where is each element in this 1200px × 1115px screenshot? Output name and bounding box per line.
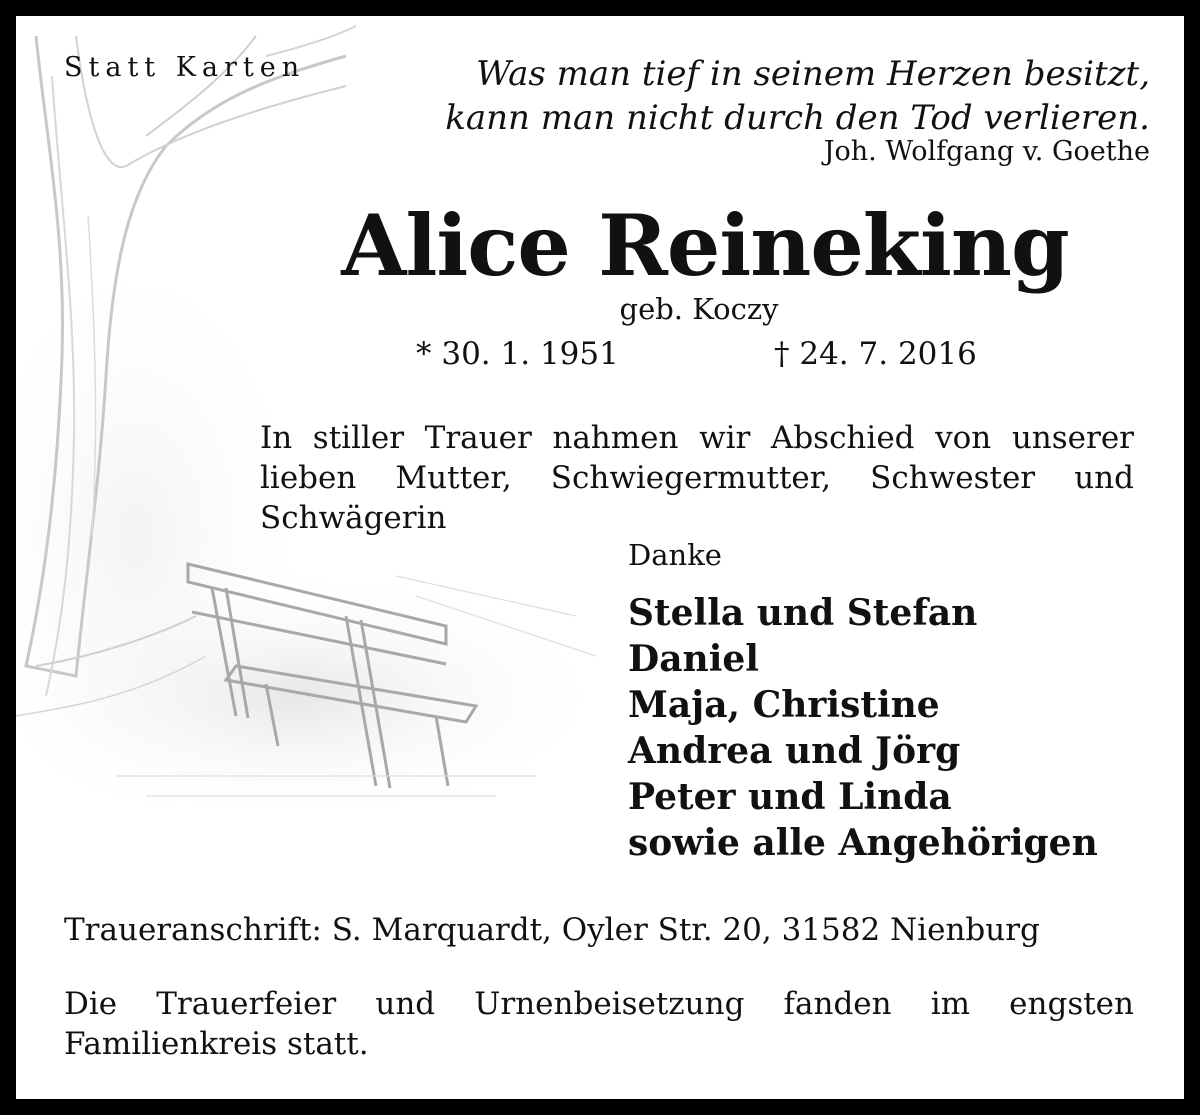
- mourning-address: Traueranschrift: S. Marquardt, Oyler Str. 20, 31582 Nienburg: [64, 912, 1040, 948]
- mourners-list: [628, 590, 1098, 866]
- birth-name: geb. Koczy: [619, 292, 779, 326]
- quote-author: Joh. Wolfgang v. Goethe: [823, 136, 1150, 167]
- quote-line: Was man tief in seinem Herzen besitzt,: [476, 54, 1150, 94]
- thanks-label: Danke: [628, 538, 722, 572]
- mourner-name: Peter und Linda: [628, 776, 952, 818]
- mourner-name: sowie alle Angehörigen: [628, 822, 1098, 864]
- quote-line: kann man nicht durch den Tod verlieren.: [445, 98, 1150, 138]
- mourner-name: Stella und Stefan: [628, 592, 978, 634]
- mourner-name: Andrea und Jörg: [628, 730, 961, 772]
- death-date: † 24. 7. 2016: [774, 336, 977, 372]
- closing-note: Die Trauerfeier und Urnenbeisetzung fanden im engsten Familienkreis statt.: [64, 986, 1134, 1062]
- mourner-name: Maja, Christine: [628, 684, 940, 726]
- statt-karten-label: Statt Karten: [64, 52, 306, 83]
- deceased-name: Alice Reineking: [341, 196, 1069, 295]
- mourner-name: Daniel: [628, 638, 759, 680]
- birth-date: * 30. 1. 1951: [416, 336, 619, 372]
- obituary-card: [16, 16, 1184, 1099]
- goethe-quote: [445, 52, 1150, 140]
- mourning-text: In stiller Trauer nahmen wir Abschied von unserer lieben Mutter, Schwiegermutter, Schwester und Schwägerin: [260, 420, 1134, 536]
